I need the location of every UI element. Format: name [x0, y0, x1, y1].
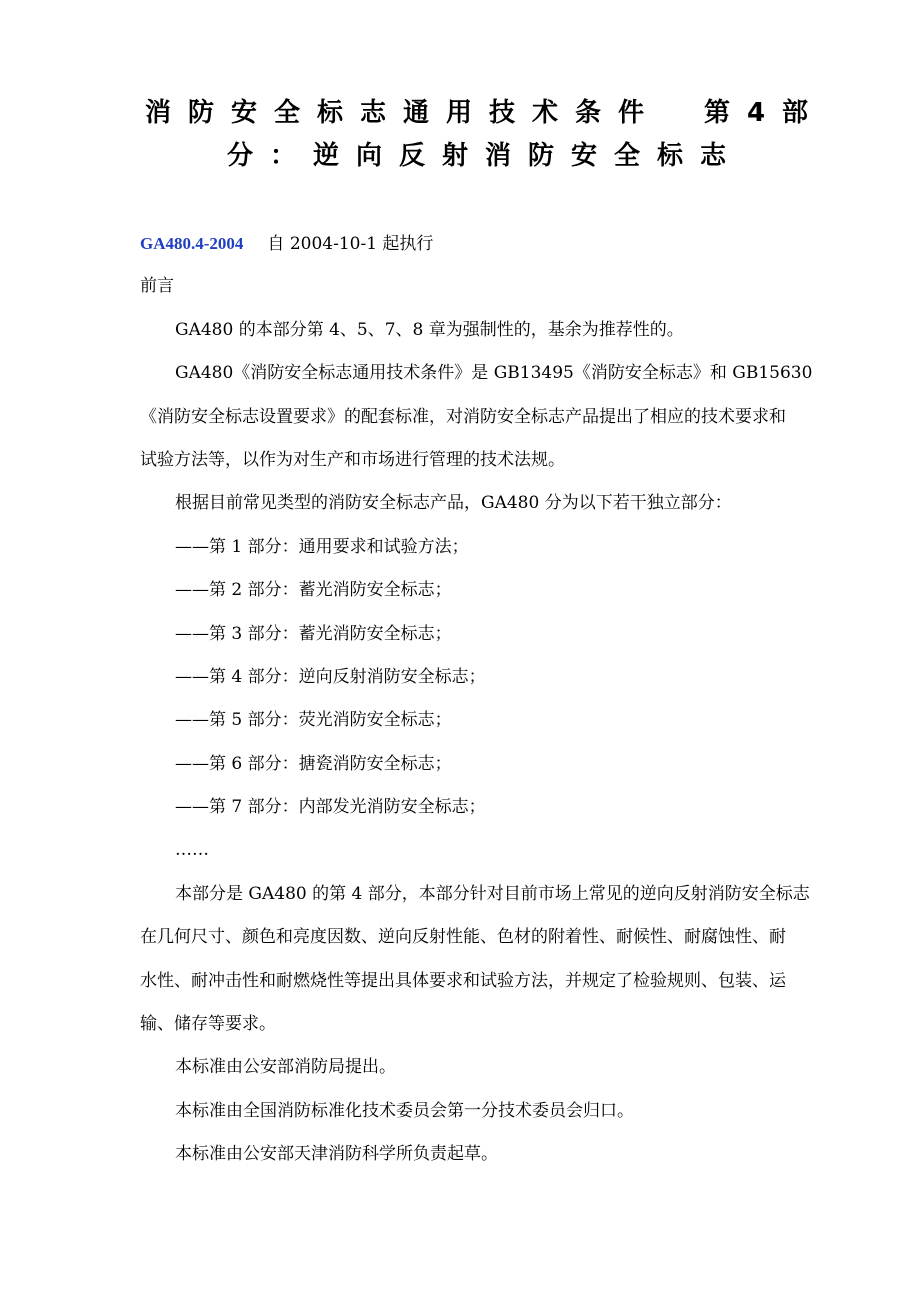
parts-list [140, 526, 852, 830]
list-item: ——第 3 部分：蓄光消防安全标志； [175, 623, 452, 644]
list-item: ——第 2 部分：蓄光消防安全标志； [175, 580, 452, 601]
paragraph-line: 《消防安全标志设置要求》的配套标准，对消防安全标志产品提出了相应的技术要求和 [140, 406, 786, 427]
standard-header [140, 222, 852, 265]
list-item: ——第 4 部分：逆向反射消防安全标志； [175, 666, 486, 687]
document-title [140, 92, 830, 178]
list-item: ——第 6 部分：搪瓷消防安全标志； [175, 753, 452, 774]
standard-code: GA480.4-2004 [140, 234, 244, 253]
paragraph-line: GA480《消防安全标志通用技术条件》是 GB13495《消防安全标志》和 GB15630 [175, 363, 813, 384]
title-line-2: 分：逆向反射消防安全标志 [226, 141, 743, 171]
paragraph-proposer: 本标准由公安部消防局提出。 [175, 1057, 396, 1078]
paragraph-line: 试验方法等，以作为对生产和市场进行管理的技术法规。 [140, 449, 565, 470]
paragraph-line: 水性、耐冲击性和耐燃烧性等提出具体要求和试验方法，并规定了检验规则、包装、运 [140, 970, 786, 991]
paragraph-line: 在几何尺寸、颜色和亮度因数、逆向反射性能、色材的附着性、耐候性、耐腐蚀性、耐 [140, 927, 786, 948]
paragraph-line: 输、储存等要求。 [140, 1014, 276, 1035]
list-item: ——第 7 部分：内部发光消防安全标志； [175, 797, 486, 818]
title-line-1: 消防安全标志通用技术条件 第4部 [144, 98, 826, 128]
paragraph-line: 本部分是 GA480 的第 4 部分，本部分针对目前市场上常见的逆向反射消防安全标志 [175, 883, 810, 904]
ellipsis: …… [175, 840, 209, 861]
paragraph-scope [140, 873, 852, 1047]
paragraph-drafter: 本标准由公安部天津消防科学所负责起草。 [175, 1144, 498, 1165]
paragraph-parts-intro: 根据目前常见类型的消防安全标志产品，GA480 分为以下若干独立部分： [175, 493, 732, 514]
foreword-heading: 前言 [140, 276, 174, 297]
effective-date: 自 2004-10-1 起执行 [267, 234, 434, 254]
paragraph-mandatory-chapters: GA480 的本部分第 4、5、7、8 章为强制性的，基余为推荐性的。 [175, 319, 684, 340]
list-item: ——第 1 部分：通用要求和试验方法； [175, 536, 469, 557]
paragraph-administrator: 本标准由全国消防标准化技术委员会第一分技术委员会归口。 [175, 1100, 634, 1121]
list-item: ——第 5 部分：荧光消防安全标志； [175, 710, 452, 731]
document-body [140, 222, 852, 1177]
paragraph-relation [140, 352, 852, 482]
